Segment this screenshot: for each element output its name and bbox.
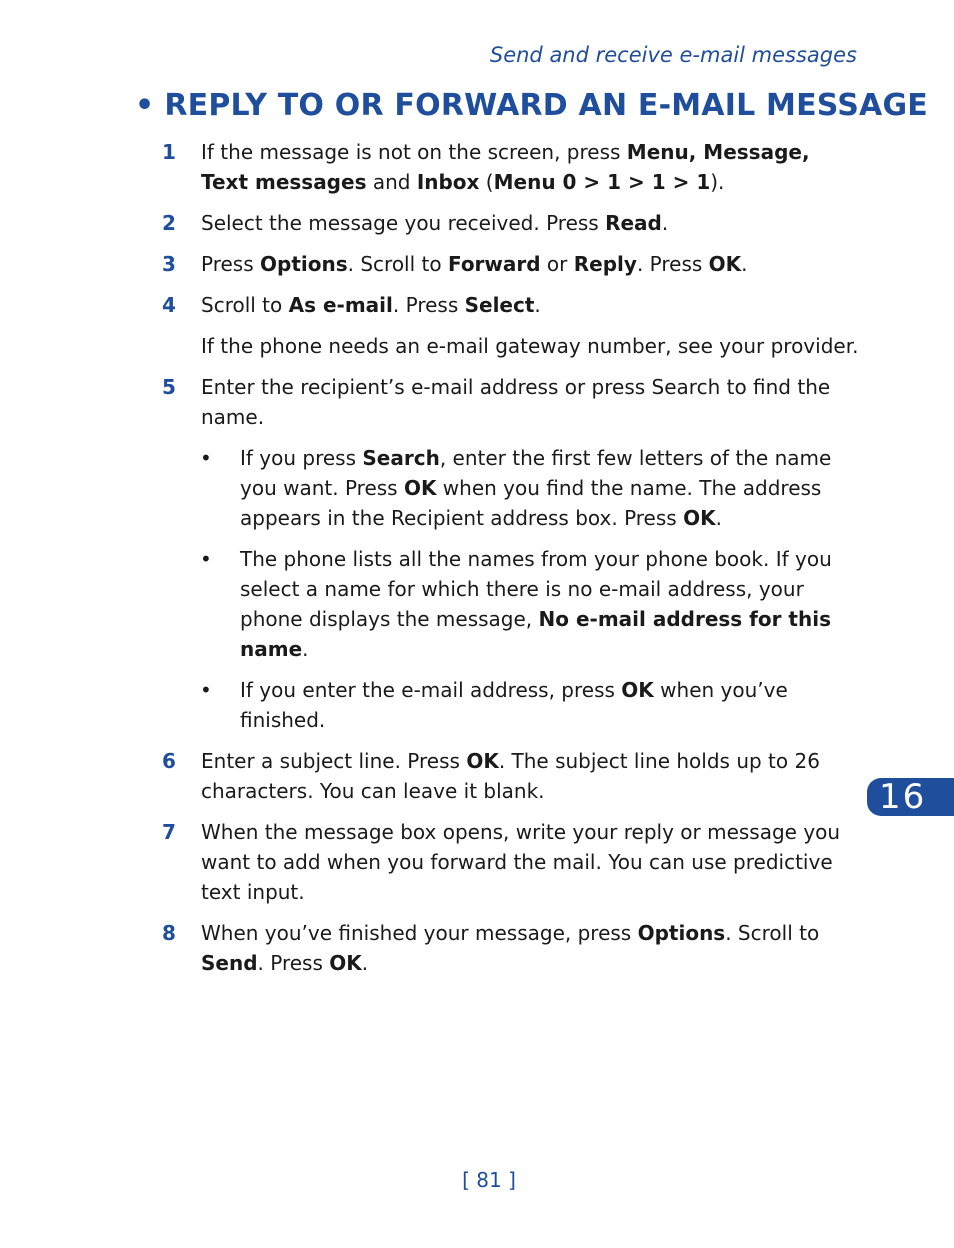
- step-7: [0, 817, 861, 907]
- step-number: 4: [162, 293, 176, 317]
- heading-bullet: •: [135, 88, 155, 123]
- step-text: . Press: [257, 951, 330, 975]
- key-label: OK: [708, 252, 742, 276]
- key-label: Reply: [573, 252, 637, 276]
- bullet-dot: •: [200, 547, 212, 571]
- shortcut: Menu 0 > 1 > 1 > 1: [493, 170, 711, 194]
- step-text: Scroll to: [201, 293, 289, 317]
- step-text: or: [540, 252, 574, 276]
- step-text: When you’ve finished your message, press: [201, 921, 638, 945]
- bullet-text: .: [302, 637, 309, 661]
- bullet-text: The phone lists all the names from your phone book. If you select a name for which there is no e-mail address, your phone displays the message,: [240, 547, 832, 631]
- step-2: [0, 208, 861, 238]
- running-head: Send and receive e-mail messages: [489, 43, 857, 67]
- page-number: [ 81 ]: [462, 1168, 516, 1192]
- step-8: [0, 918, 861, 978]
- step-text: . The subject line holds up to 26 characters. You can leave it blank.: [201, 749, 820, 803]
- step-text: Enter a subject line. Press: [201, 749, 467, 773]
- key-label: OK: [329, 951, 362, 975]
- key-label: Options: [260, 252, 348, 276]
- step-5: [0, 372, 861, 432]
- step-3: [0, 249, 861, 279]
- step-number: 7: [162, 820, 176, 844]
- heading-title: REPLY TO OR FORWARD AN E-MAIL MESSAGE: [164, 88, 928, 123]
- step-text: Press: [201, 252, 260, 276]
- step-text: .: [741, 252, 748, 276]
- instructions-body: [0, 137, 954, 989]
- bullet-text: If you enter the e-mail address, press: [240, 678, 622, 702]
- bullet-item: [0, 675, 860, 735]
- step-text: .: [361, 951, 369, 975]
- key-label: Read: [605, 211, 662, 235]
- bullet-text: If you press: [240, 446, 363, 470]
- step-text: .: [534, 293, 541, 317]
- step-text: .: [661, 211, 669, 235]
- key-label: Forward: [447, 252, 541, 276]
- step-text: . Scroll to: [725, 921, 820, 945]
- key-label: OK: [466, 749, 499, 773]
- bullet-text: , enter the first few letters of the name you want. Press: [240, 446, 832, 500]
- step-number: 5: [162, 375, 176, 399]
- key-label: Options: [637, 921, 726, 945]
- key-label: Search: [362, 446, 440, 470]
- step-1: [0, 137, 861, 197]
- step-number: 2: [162, 211, 176, 235]
- key-label: OK: [403, 476, 437, 500]
- step-number: 8: [162, 921, 176, 945]
- step-text: Enter the recipient’s e-mail address or press Search to find the name.: [201, 375, 831, 429]
- step-4-note: If the phone needs an e-mail gateway number, see your provider.: [201, 334, 859, 358]
- key-label: OK: [683, 506, 716, 530]
- step-text: If the message is not on the screen, press: [201, 140, 627, 164]
- bullet-item: [0, 544, 860, 664]
- step-number: 3: [162, 252, 176, 276]
- step-text: When the message box opens, write your reply or message you want to add when you forward the mail. You can use predictive text input.: [201, 820, 841, 904]
- step-text: (: [479, 170, 494, 194]
- key-label: As e-mail: [288, 293, 393, 317]
- step-text: Select the message you received. Press: [201, 211, 606, 235]
- bullet-item: [0, 443, 860, 533]
- step-6: [0, 746, 861, 806]
- section-heading: [135, 88, 928, 123]
- menu-path: Inbox: [416, 170, 480, 194]
- step-number: 1: [162, 140, 176, 164]
- key-label: OK: [621, 678, 654, 702]
- key-label: Select: [464, 293, 535, 317]
- step-text: . Scroll to: [347, 252, 448, 276]
- step-text: . Press: [636, 252, 709, 276]
- bullet-dot: •: [200, 446, 212, 470]
- bullet-text: when you find the name. The address appears in the Recipient address box. Press: [240, 476, 822, 530]
- step-number: 6: [162, 749, 176, 773]
- step-text: . Press: [392, 293, 465, 317]
- chapter-tab: 16: [867, 778, 954, 816]
- menu-path: Menu, Message, Text messages: [201, 140, 810, 194]
- step-text: ).: [710, 170, 725, 194]
- bullet-text: when you’ve finished.: [240, 678, 788, 732]
- key-label: Send: [201, 951, 258, 975]
- step-text: and: [366, 170, 417, 194]
- step-4: [0, 290, 861, 320]
- bullet-text: .: [715, 506, 722, 530]
- display-message: No e-mail address for this name: [240, 607, 831, 661]
- bullet-dot: •: [200, 678, 212, 702]
